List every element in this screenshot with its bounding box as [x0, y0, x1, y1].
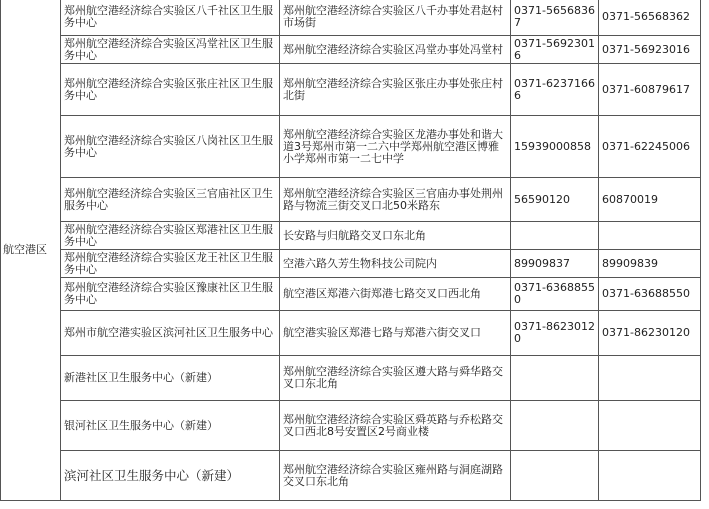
center-address: 郑州航空港经济综合实验区遵大路与舜华路交叉口东北角	[280, 356, 511, 401]
center-address: 航空港实验区郑港七路与郑港六街交叉口	[280, 311, 511, 356]
phone-primary: 0371-63688550	[511, 278, 599, 311]
phone-primary: 89909837	[511, 250, 599, 278]
phone-secondary: 0371-62245006	[599, 116, 701, 178]
center-name: 郑州航空港经济综合实验区三官庙社区卫生服务中心	[61, 178, 280, 222]
center-name: 郑州航空港经济综合实验区张庄社区卫生服务中心	[61, 64, 280, 116]
center-address: 空港六路久芳生物科技公司院内	[280, 250, 511, 278]
phone-primary: 0371-56568367	[511, 0, 599, 36]
phone-primary: 0371-86230120	[511, 311, 599, 356]
center-address: 郑州航空港经济综合实验区冯堂办事处冯堂村	[280, 36, 511, 64]
phone-primary	[511, 222, 599, 250]
table-row	[1, 222, 701, 250]
center-address: 郑州航空港经济综合实验区张庄办事处张庄村北街	[280, 64, 511, 116]
table-row	[1, 36, 701, 64]
table-row	[1, 401, 701, 451]
phone-primary	[511, 356, 599, 401]
phone-secondary	[599, 451, 701, 501]
center-address: 郑州航空港经济综合实验区龙港办事处和谐大道3号郑州市第一二六中学郑州航空港区博雅小学郑州市第一二七中学	[280, 116, 511, 178]
phone-primary: 0371-56923016	[511, 36, 599, 64]
phone-secondary: 89909839	[599, 250, 701, 278]
center-address: 郑州航空港经济综合实验区八千办事处君赵村市场街	[280, 0, 511, 36]
center-name: 郑州航空港经济综合实验区八岗社区卫生服务中心	[61, 116, 280, 178]
phone-primary	[511, 401, 599, 451]
phone-secondary	[599, 356, 701, 401]
center-address: 长安路与归航路交叉口东北角	[280, 222, 511, 250]
center-name: 郑州市航空港实验区滨河社区卫生服务中心	[61, 311, 280, 356]
center-address: 郑州航空港经济综合实验区雍州路与洞庭湖路交叉口东北角	[280, 451, 511, 501]
table-row	[1, 250, 701, 278]
table-row	[1, 451, 701, 501]
table-row	[1, 278, 701, 311]
phone-secondary: 0371-63688550	[599, 278, 701, 311]
table-row	[1, 0, 701, 36]
phone-secondary: 60870019	[599, 178, 701, 222]
center-name: 银河社区卫生服务中心（新建）	[61, 401, 280, 451]
table-row	[1, 64, 701, 116]
phone-secondary: 0371-56923016	[599, 36, 701, 64]
phone-secondary	[599, 222, 701, 250]
center-address: 航空港区郑港六街郑港七路交叉口西北角	[280, 278, 511, 311]
center-name: 滨河社区卫生服务中心（新建）	[61, 451, 280, 501]
table-row	[1, 116, 701, 178]
center-name: 新港社区卫生服务中心（新建）	[61, 356, 280, 401]
center-name: 郑州航空港经济综合实验区郑港社区卫生服务中心	[61, 222, 280, 250]
table-row	[1, 311, 701, 356]
district-cell: 航空港区	[1, 0, 61, 501]
phone-primary	[511, 451, 599, 501]
center-address: 郑州航空港经济综合实验区舜英路与乔松路交叉口西北8号安置区2号商业楼	[280, 401, 511, 451]
center-name: 郑州航空港经济综合实验区八千社区卫生服务中心	[61, 0, 280, 36]
phone-secondary: 0371-60879617	[599, 64, 701, 116]
phone-primary: 0371-62371666	[511, 64, 599, 116]
phone-secondary: 0371-56568362	[599, 0, 701, 36]
phone-primary: 56590120	[511, 178, 599, 222]
table-row	[1, 178, 701, 222]
phone-primary: 15939000858	[511, 116, 599, 178]
center-name: 郑州航空港经济综合实验区龙王社区卫生服务中心	[61, 250, 280, 278]
center-name: 郑州航空港经济综合实验区豫康社区卫生服务中心	[61, 278, 280, 311]
center-address: 郑州航空港经济综合实验区三官庙办事处荆州路与物流三街交叉口北50米路东	[280, 178, 511, 222]
phone-secondary: 0371-86230120	[599, 311, 701, 356]
center-name: 郑州航空港经济综合实验区冯堂社区卫生服务中心	[61, 36, 280, 64]
table-row	[1, 356, 701, 401]
phone-secondary	[599, 401, 701, 451]
